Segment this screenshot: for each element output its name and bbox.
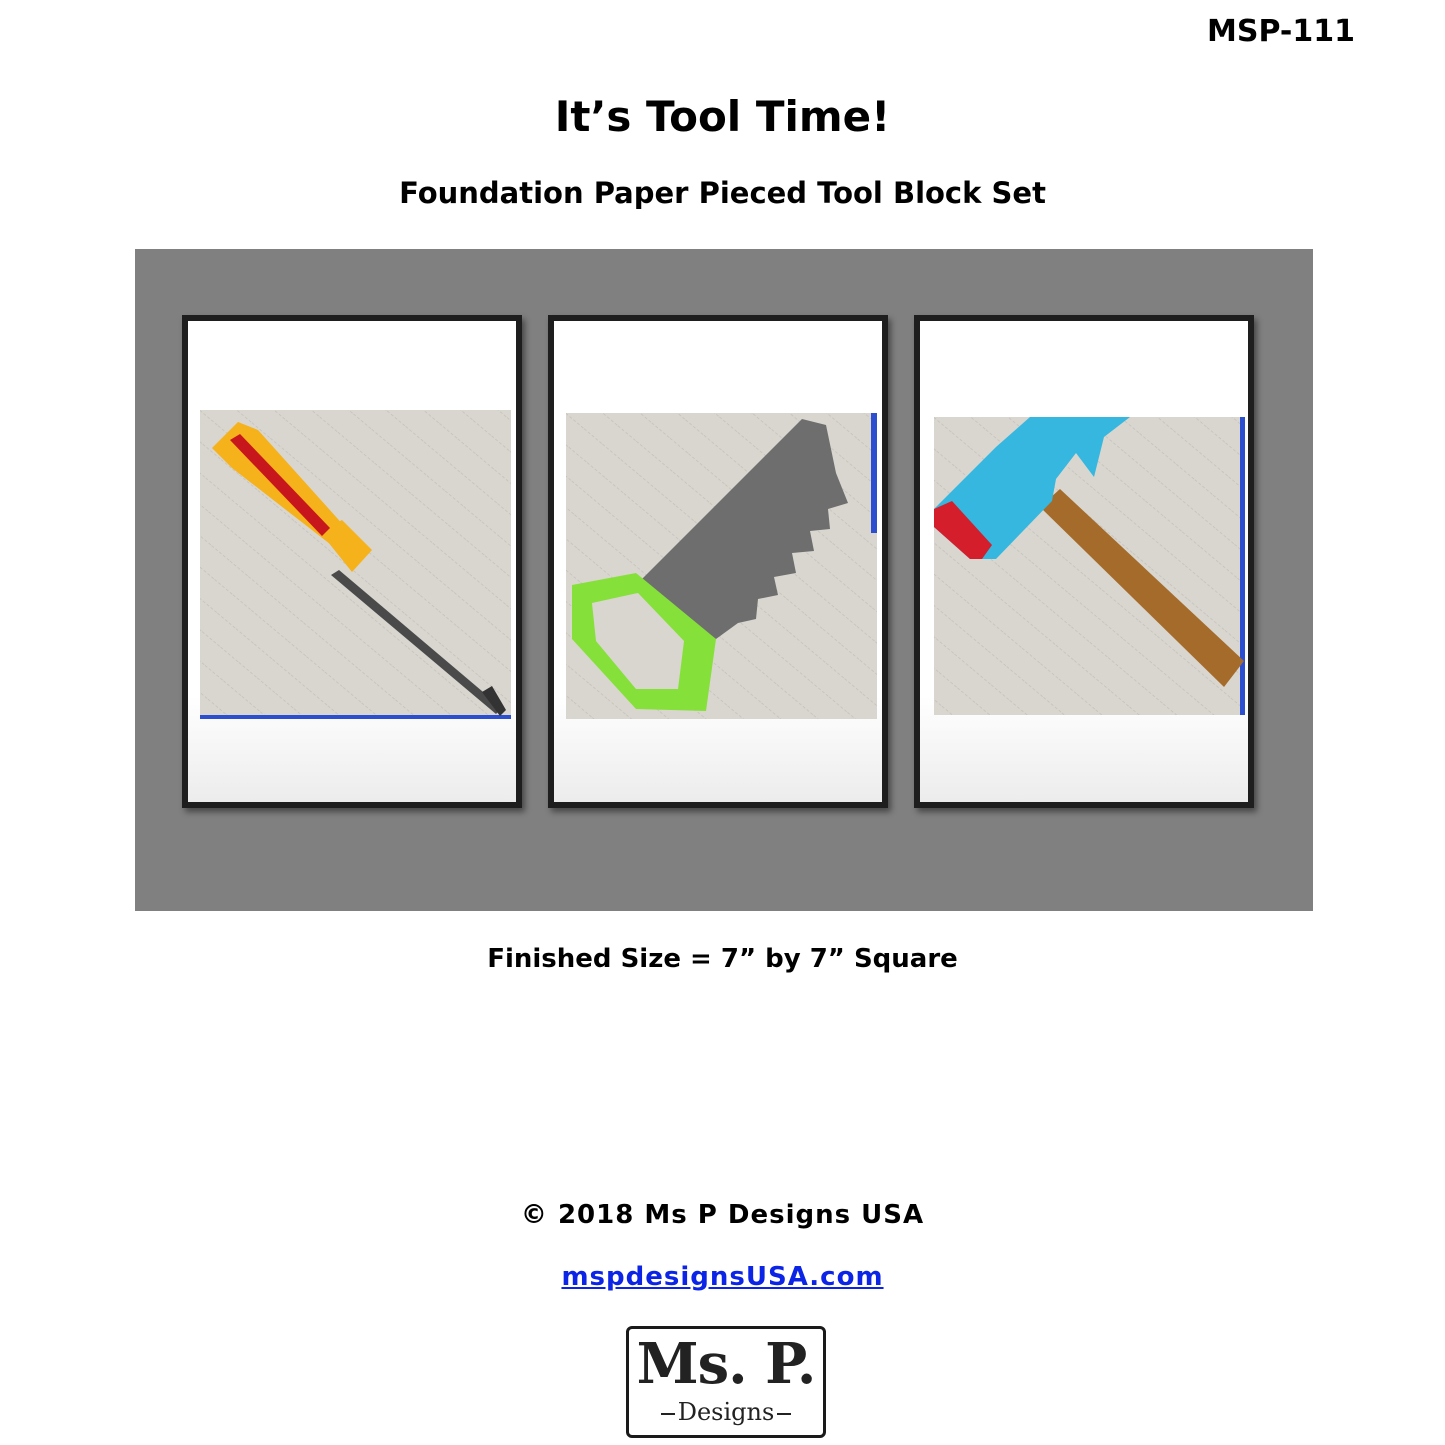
logo-dash-right xyxy=(777,1413,791,1415)
pattern-code: MSP-111 xyxy=(1207,14,1355,49)
logo-sub-text: Designs xyxy=(677,1398,775,1426)
screwdriver-frame xyxy=(182,315,522,808)
tool-block-gallery xyxy=(135,249,1313,911)
logo-sub-line xyxy=(629,1397,823,1427)
logo-dash-left xyxy=(661,1413,675,1415)
screwdriver-block-image xyxy=(200,410,511,719)
logo-main-text: Ms. P. xyxy=(636,1331,816,1397)
page-subtitle: Foundation Paper Pieced Tool Block Set xyxy=(399,176,1046,210)
saw-frame xyxy=(548,315,888,808)
hammer-block-image xyxy=(934,417,1245,715)
finished-size: Finished Size = 7” by 7” Square xyxy=(487,944,958,974)
hammer-frame xyxy=(914,315,1254,808)
website-link-container xyxy=(0,1262,1445,1292)
website-link[interactable]: mspdesignsUSA.com xyxy=(561,1262,884,1292)
page-title: It’s Tool Time! xyxy=(554,92,891,141)
copyright-text: © 2018 Ms P Designs USA xyxy=(520,1200,925,1230)
saw-block-image xyxy=(566,413,877,719)
brand-logo xyxy=(626,1326,826,1438)
